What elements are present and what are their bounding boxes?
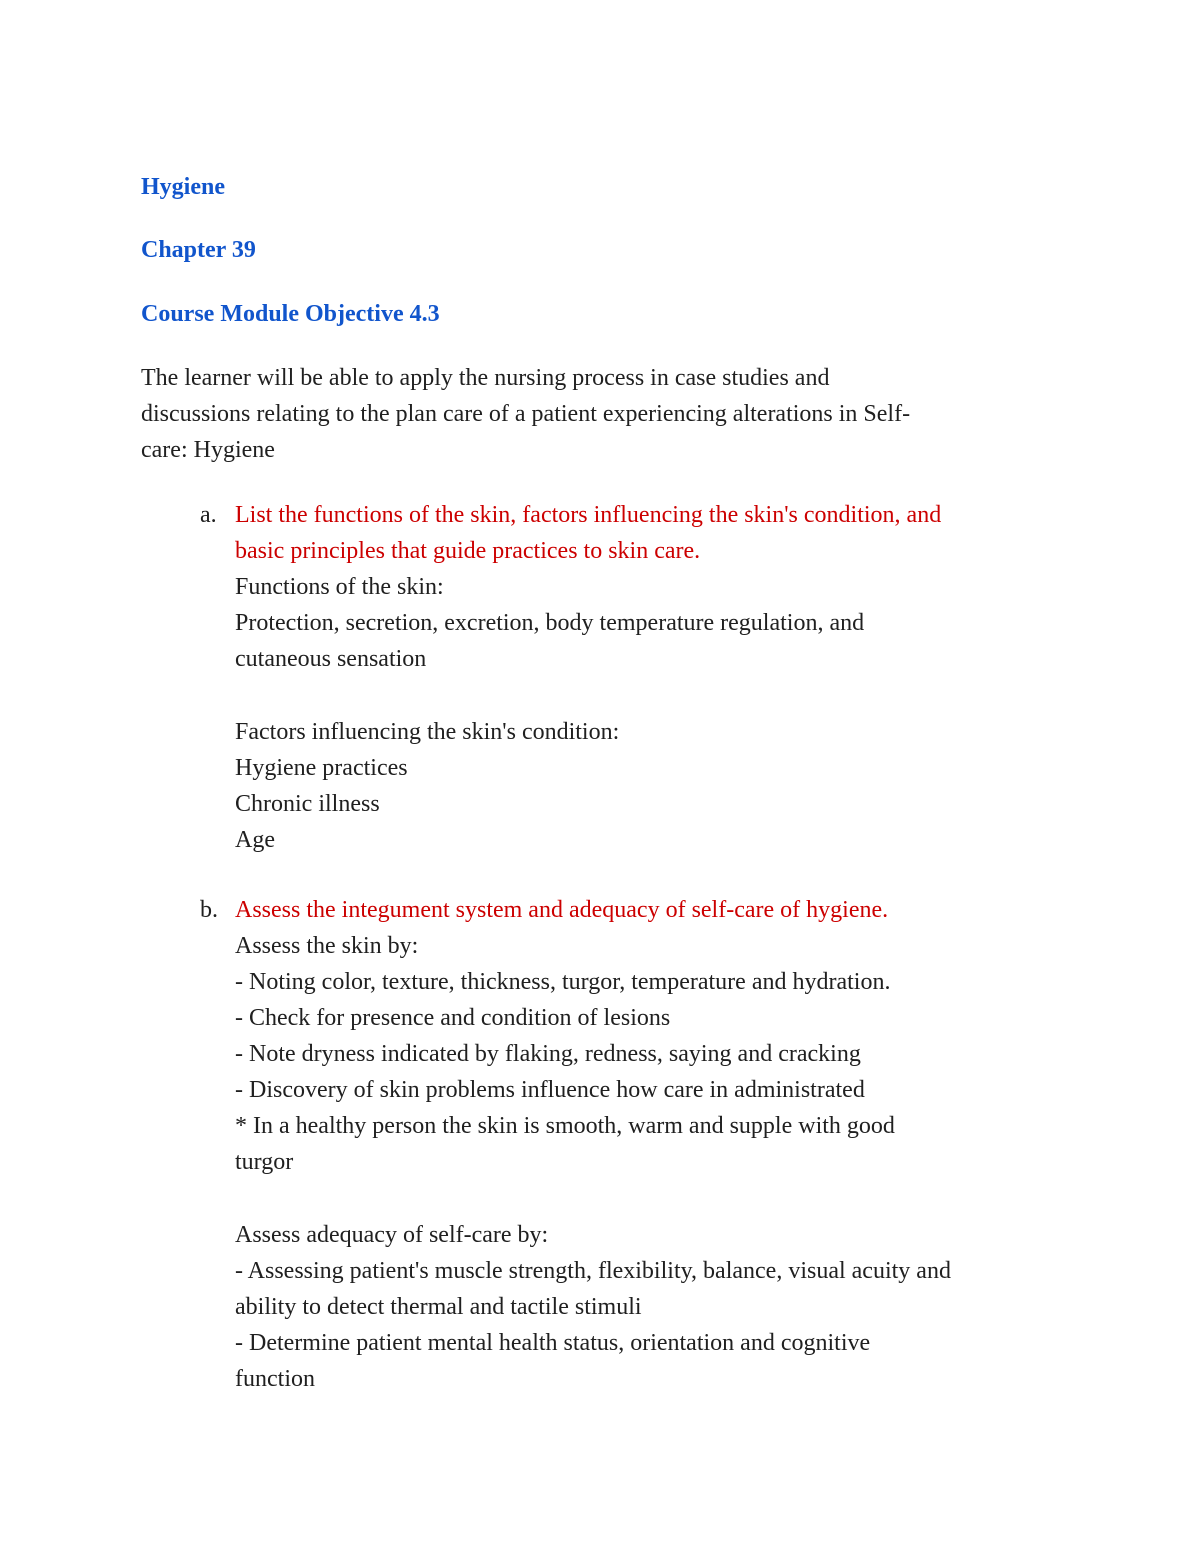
list-marker-a: a.	[200, 502, 217, 528]
selfcare-point: - Assessing patient's muscle strength, flexibility, balance, visual acuity and	[235, 1258, 951, 1284]
healthy-skin-note: * In a healthy person the skin is smooth, warm and supple with good	[235, 1113, 895, 1139]
objective-a-text: List the functions of the skin, factors influencing the skin's condition, and	[235, 502, 942, 528]
skin-assessment-point: - Check for presence and condition of lesions	[235, 1005, 671, 1031]
title-heading: Hygiene	[141, 174, 225, 200]
objective-a-text: basic principles that guide practices to skin care.	[235, 538, 701, 564]
selfcare-point: function	[235, 1366, 315, 1392]
functions-text: cutaneous sensation	[235, 646, 427, 672]
selfcare-label: Assess adequacy of self-care by:	[235, 1222, 549, 1248]
factor-item: Age	[235, 827, 275, 853]
intro-paragraph	[141, 360, 1041, 468]
intro-line: discussions relating to the plan care of a patient experiencing alterations in Self-	[141, 401, 911, 427]
factor-item: Chronic illness	[235, 791, 380, 817]
chapter-heading: Chapter 39	[141, 237, 256, 263]
intro-line: The learner will be able to apply the nursing process in case studies and	[141, 365, 830, 391]
paragraph-gap	[235, 677, 1065, 714]
objective-b-text: Assess the integument system and adequacy of self-care of hygiene.	[235, 897, 889, 923]
healthy-skin-note: turgor	[235, 1149, 294, 1175]
skin-assessment-point: - Discovery of skin problems influence how care in administrated	[235, 1077, 865, 1103]
skin-assessment-point: - Note dryness indicated by flaking, redness, saying and cracking	[235, 1041, 861, 1067]
skin-assessment-point: - Noting color, texture, thickness, turgor, temperature and hydration.	[235, 969, 891, 995]
list-item-a	[235, 497, 1065, 858]
factors-label: Factors influencing the skin's condition:	[235, 719, 620, 745]
skin-assessment-label: Assess the skin by:	[235, 933, 419, 959]
intro-line: care: Hygiene	[141, 437, 275, 463]
functions-text: Protection, secretion, excretion, body temperature regulation, and	[235, 610, 865, 636]
selfcare-point: ability to detect thermal and tactile stimuli	[235, 1294, 642, 1320]
selfcare-point: - Determine patient mental health status, orientation and cognitive	[235, 1330, 871, 1356]
paragraph-gap	[235, 1180, 1065, 1217]
list-item-b	[235, 892, 1065, 1397]
objective-heading: Course Module Objective 4.3	[141, 301, 440, 327]
list-marker-b: b.	[200, 897, 218, 923]
factor-item: Hygiene practices	[235, 755, 408, 781]
functions-label: Functions of the skin:	[235, 574, 444, 600]
